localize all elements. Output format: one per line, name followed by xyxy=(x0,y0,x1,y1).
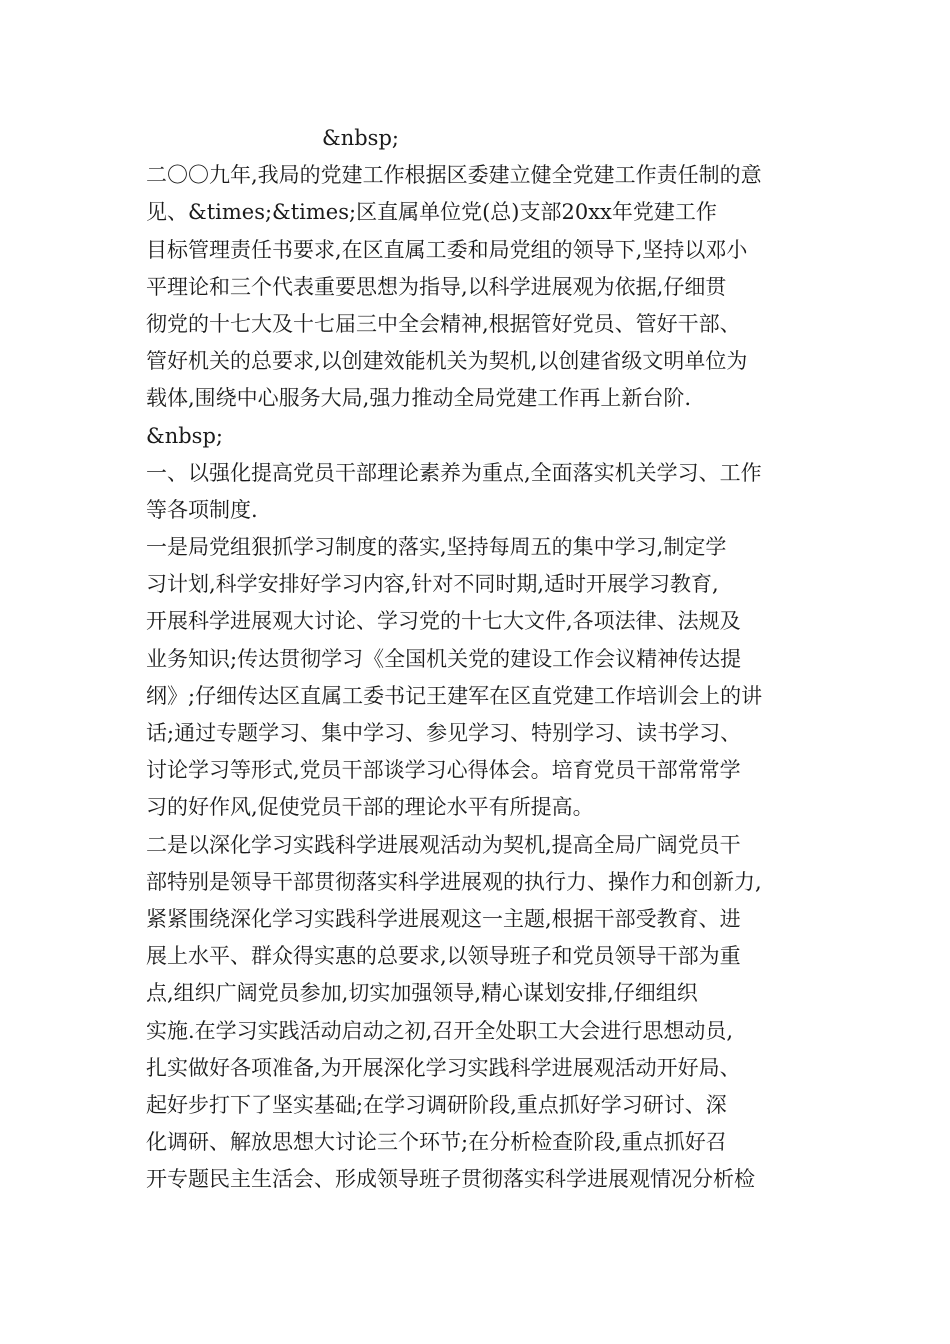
text-line: 部特别是领导干部贯彻落实科学进展观的执行力、操作力和创新力, xyxy=(146,869,762,894)
text-line: 载体,围绕中心服务大局,强力推动全局党建工作再上新台阶. xyxy=(146,386,692,411)
text-line: &nbsp; xyxy=(146,423,223,448)
text-line: 一、以强化提高党员干部理论素养为重点,全面落实机关学习、工作 xyxy=(146,460,762,485)
text-line: 紧紧围绕深化学习实践科学进展观这一主题,根据干部受教育、进 xyxy=(146,906,741,931)
text-line: 话;通过专题学习、集中学习、参见学习、特别学习、读书学习、 xyxy=(146,721,742,745)
text-line: 开专题民主生活会、形成领导班子贯彻落实科学进展观情况分析检 xyxy=(146,1167,755,1192)
text-line: 纲》;仔细传达区直属工委书记王建军在区直党建工作培训会上的讲 xyxy=(146,683,763,708)
text-line: 扎实做好各项准备,为开展深化学习实践科学进展观活动开好局、 xyxy=(146,1055,741,1080)
text-line: 讨论学习等形式,党员干部谈学习心得体会。培育党员干部常常学 xyxy=(146,758,741,783)
document-body xyxy=(146,120,810,1198)
text-line: 习的好作风,促使党员干部的理论水平有所提高。 xyxy=(146,795,594,820)
text-line: 彻党的十七大及十七届三中全会精神,根据管好党员、管好干部、 xyxy=(146,311,741,336)
text-line: 习计划,科学安排好学习内容,针对不同时期,适时开展学习教育, xyxy=(146,572,719,597)
text-line: 开展科学进展观大讨论、学习党的十七大文件,各项法律、法规及 xyxy=(146,609,741,634)
text-line: 平理论和三个代表重要思想为指导,以科学进展观为依据,仔细贯 xyxy=(146,274,727,299)
text-line: 等各项制度. xyxy=(146,497,258,522)
text-line: 一是局党组狠抓学习制度的落实,坚持每周五的集中学习,制定学 xyxy=(146,535,727,560)
text-line: 管好机关的总要求,以创建效能机关为契机,以创建省级文明单位为 xyxy=(146,349,748,374)
text-line: 目标管理责任书要求,在区直属工委和局党组的领导下,坚持以邓小 xyxy=(146,237,748,262)
text-line: 二〇〇九年,我局的党建工作根据区委建立健全党建工作责任制的意 xyxy=(146,163,762,188)
text-line: 见、&times;&times;区直属单位党(总)支部20xx年党建工作 xyxy=(146,200,717,225)
text-line: 实施.在学习实践活动启动之初,召开全处职工大会进行思想动员, xyxy=(146,1018,734,1043)
text-line: 点,组织广阔党员参加,切实加强领导,精心谋划安排,仔细组织 xyxy=(146,981,698,1006)
text-line: 二是以深化学习实践科学进展观活动为契机,提高全局广阔党员干 xyxy=(146,832,741,857)
text-line: 化调研、解放思想大讨论三个环节;在分析检查阶段,重点抓好召 xyxy=(146,1130,727,1155)
text-line: 起好步打下了坚实基础;在学习调研阶段,重点抓好学习研讨、深 xyxy=(146,1092,727,1117)
text-line: &nbsp; xyxy=(322,126,399,150)
text-line: 业务知识;传达贯彻学习《全国机关党的建设工作会议精神传达提 xyxy=(146,646,742,671)
text-line: 展上水平、群众得实惠的总要求,以领导班子和党员领导干部为重 xyxy=(146,944,741,969)
